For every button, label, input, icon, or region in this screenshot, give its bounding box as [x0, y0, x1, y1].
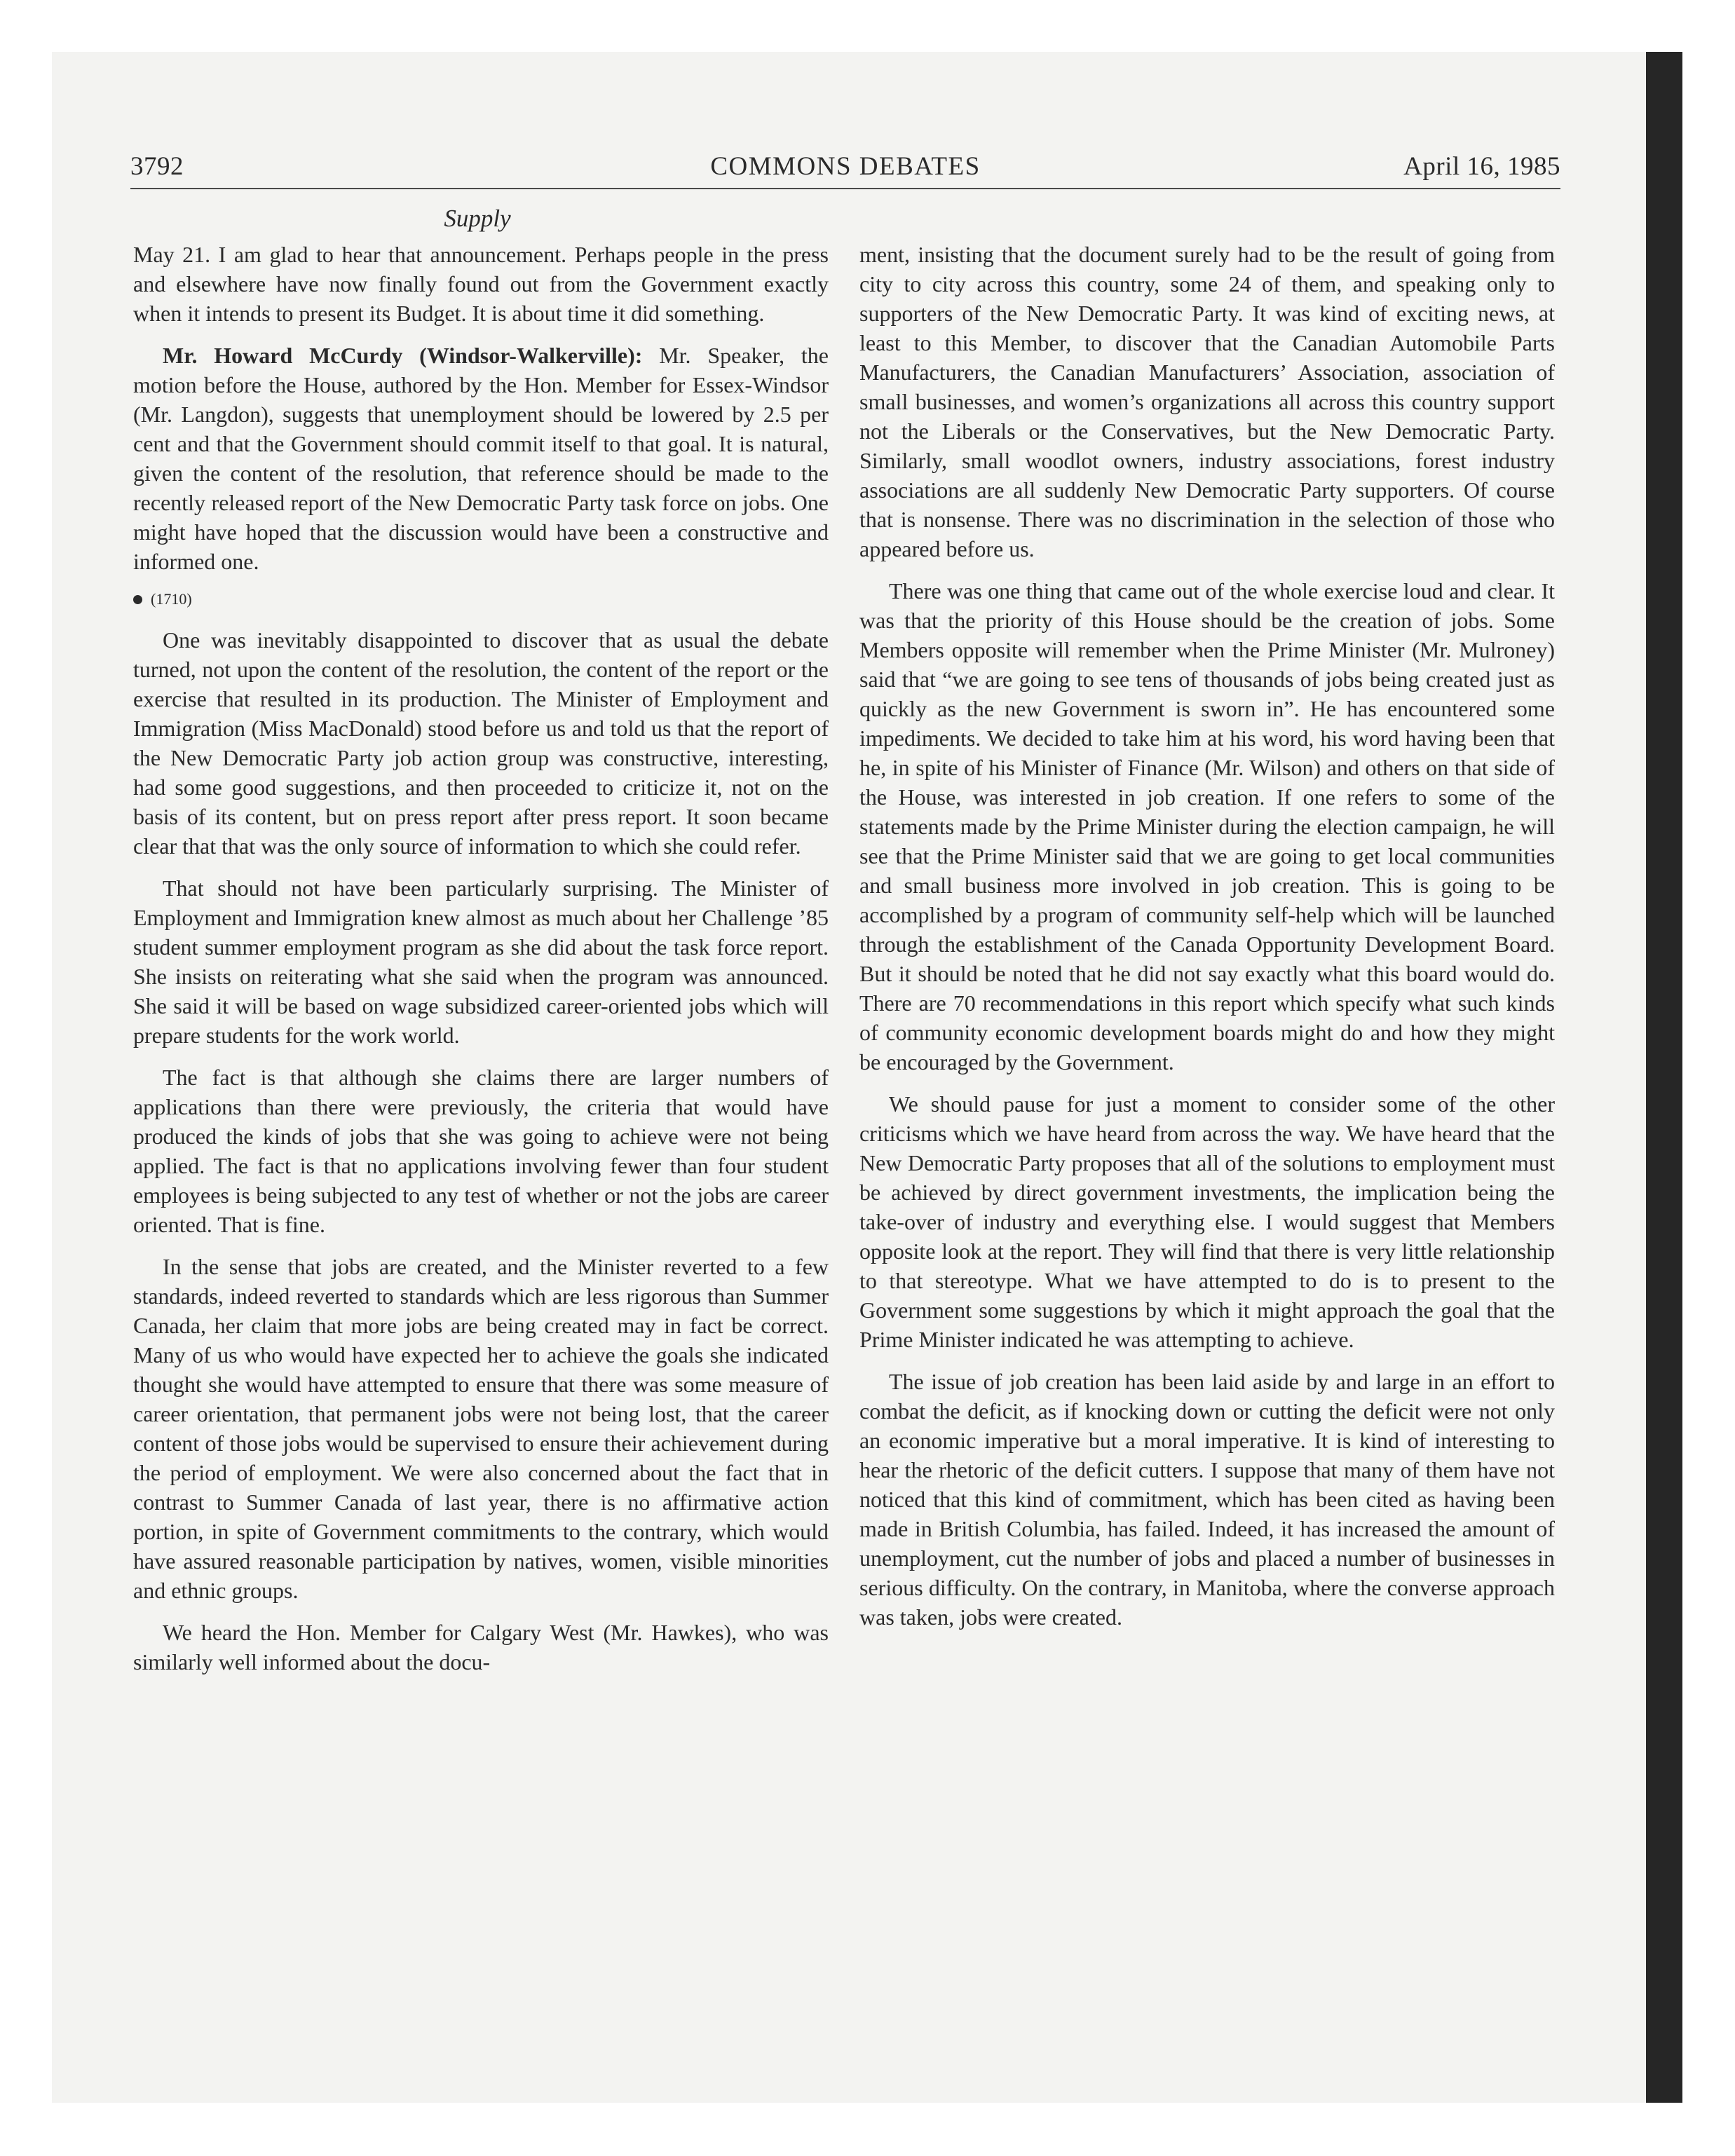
- publication-title: COMMONS DEBATES: [710, 152, 981, 181]
- paragraph: One was inevitably disappointed to discover that as usual the debate turned, not upon the content of the resolution, the content of the report or the exercise that resulted in its production. The Minister of Employment and Immigration (Miss MacDonald) stood before us and told us that the report of the New Democratic Party job action group was constructive, interesting, had some good suggestions, and then proceeded to criticize it, not on the basis of its content, but on press report after press report. It soon became clear that that was the only source of information to which she could refer.: [133, 627, 829, 859]
- speech-text: Mr. Speaker, the motion before the House, authored by the Hon. Member for Essex-Windsor (Mr. Langdon), suggests that unemployment should be lowered by 2.5 per cent and that the Government should commit itself to that goal. It is natural, given the content of the resolution, that reference should be made to the recently released report of the New Democratic Party task force on jobs. One might have hoped that the discussion would have been a constructive and informed one.: [133, 343, 829, 574]
- speaker-name: Mr. Howard McCurdy (Windsor-Walkerville):: [163, 343, 643, 368]
- speaker-paragraph: [133, 341, 829, 576]
- right-column: [859, 240, 1555, 1644]
- section-title: Supply: [444, 205, 511, 232]
- paragraph: There was one thing that came out of the whole exercise loud and clear. It was that the priority of this House should be the creation of jobs. Some Members opposite will remember when the Prime Minister (Mr. Mulroney) said that “we are going to see tens of thousands of jobs being created just as quickly as the new Government is sworn in”. He has encountered some impediments. We decided to take him at his word, his word having been that he, in spite of his Minister of Finance (Mr. Wilson) and others on that side of the House, was interested in job creation. If one refers to some of the statements made by the Prime Minister during the election campaign, he will see that the Prime Minister said that we are going to get local communities and small business more involved in job creation. This is going to be accomplished by a program of community self-help which will be launched through the establishment of the Canada Opportunity Development Board. But it should be noted that he did not say exactly what this board would do. There are 70 recommendations in this report which specify what such kinds of community economic development boards might do and how they might be encouraged by the Government.: [859, 578, 1555, 1074]
- paragraph: We should pause for just a moment to consider some of the other criticisms which we have heard from across the way. We have heard that the New Democratic Party proposes that all of the solutions to employment must be achieved by direct government investments, the implication being the take-over of industry and everything else. I would suggest that Members opposite look at the report. They will find that there is very little relationship to that stereotype. What we have attempted to do is to present to the Government some suggestions by which it might approach the goal that the Prime Minister indicated he was attempting to achieve.: [859, 1091, 1555, 1352]
- paragraph: The fact is that although she claims there are larger numbers of applications than there were previously, the criteria that would have produced the kinds of jobs that she was going to achieve were not being applied. The fact is that no applications involving fewer than four student employees is being subjected to any test of whether or not the jobs are career oriented. That is fine.: [133, 1065, 829, 1237]
- paragraph: That should not have been particularly surprising. The Minister of Employment and Immigration knew almost as much about her Challenge ’85 student summer employment program as she did about the task force report. She insists on reiterating what she said when the program was announced. She said it will be based on wage subsidized career-oriented jobs which will prepare students for the work world.: [133, 875, 829, 1048]
- time-marker: [133, 589, 829, 610]
- time-stamp: (1710): [151, 590, 192, 608]
- bullet-icon: [133, 595, 142, 604]
- paragraph: ment, insisting that the document surely had to be the result of going from city to city across this country, some 24 of them, and speaking only to supporters of the New Democratic Party. It was kind of exciting news, at least to this Member, to discover that the Canadian Automobile Parts Manufacturers, the Canadian Manufacturers’ Association, association of small businesses, and women’s organizations all across this country support not the Liberals or the Conservatives, but the New Democratic Party. Similarly, small woodlot owners, industry associations, forest industry associations are all suddenly New Democratic Party supporters. Of course that is nonsense. There was no discrimination in the selection of those who appeared before us.: [859, 242, 1555, 561]
- paragraph: We heard the Hon. Member for Calgary West (Mr. Hawkes), who was similarly well informed about the docu-: [133, 1620, 829, 1674]
- binding-shadow: [1646, 52, 1682, 2103]
- page-number: 3792: [130, 152, 184, 181]
- issue-date: April 16, 1985: [1403, 152, 1560, 181]
- paragraph: The issue of job creation has been laid aside by and large in an effort to combat the deficit, as if knocking down or cutting the deficit were not only an economic imperative but a moral imperative. It is kind of interesting to hear the rhetoric of the deficit cutters. I suppose that many of them have not noticed that this kind of commitment, which has been cited as having been made in British Columbia, has failed. Indeed, it has increased the amount of unemployment, cut the number of jobs and placed a number of businesses in serious difficulty. On the contrary, in Manitoba, where the converse approach was taken, jobs were created.: [859, 1369, 1555, 1630]
- paragraph: May 21. I am glad to hear that announcement. Perhaps people in the press and elsewhere have now finally found out from the Government exactly when it intends to present its Budget. It is about time it did something.: [133, 242, 829, 326]
- left-column: [133, 240, 829, 1689]
- paragraph: In the sense that jobs are created, and the Minister reverted to a few standards, indeed reverted to standards which are less rigorous than Summer Canada, her claim that more jobs are being created may in fact be correct. Many of us who would have expected her to achieve the goals she indicated thought she would have attempted to ensure that there was some measure of career orientation, that permanent jobs were not being lost, that the career content of those jobs would be supervised to ensure their achievement during the period of employment. We were also concerned about the fact that in contrast to Summer Canada of last year, there is no affirmative action portion, in spite of Government commitments to the contrary, which would have assured reasonable participation by natives, women, visible minorities and ethnic groups.: [133, 1254, 829, 1603]
- running-header: [130, 149, 1560, 189]
